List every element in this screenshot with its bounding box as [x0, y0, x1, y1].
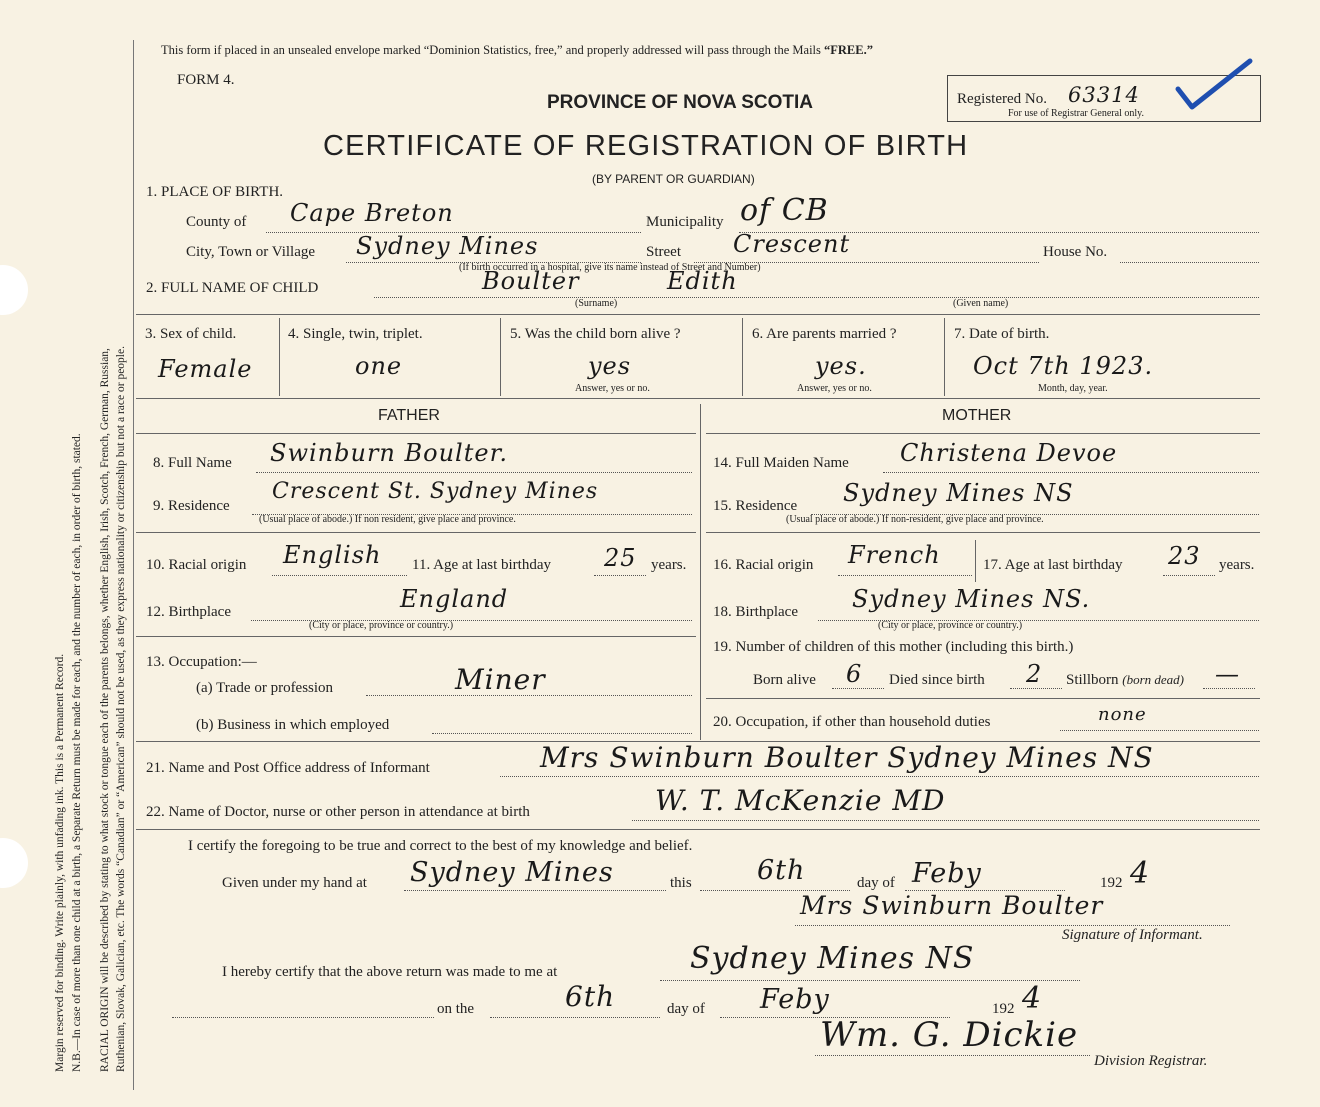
father-trade-value: Miner: [455, 663, 546, 696]
mother-birthplace-value: Sydney Mines NS.: [852, 585, 1091, 613]
died-since-birth-value: 2: [1026, 660, 1043, 688]
informant-label: 21. Name and Post Office address of Informant: [146, 760, 430, 776]
house-number-label: House No.: [1043, 244, 1108, 260]
stillborn-line: [1203, 688, 1255, 689]
registrar-signature-line: [815, 1055, 1090, 1056]
registrar-year-suffix: 4: [1022, 981, 1043, 1016]
parents-married-label: 6. Are parents married ?: [752, 326, 897, 342]
mother-name-value: Christena Devoe: [900, 439, 1118, 467]
child-name-label: 2. FULL NAME OF CHILD: [146, 280, 319, 296]
mother-occupation-value: none: [1098, 704, 1147, 725]
province-heading: PROVINCE OF NOVA SCOTIA: [547, 92, 814, 113]
mother-residence-note: (Usual place of abode.) If non-resident, give place and province.: [786, 514, 1044, 525]
born-alive-value: yes: [588, 352, 632, 380]
informant-signature: Mrs Swinburn Boulter: [800, 891, 1104, 920]
stillborn-label: Stillborn (born dead): [1066, 672, 1185, 688]
mother-children-label: 19. Number of children of this mother (including this birth.): [713, 639, 1074, 655]
mother-heading: MOTHER: [942, 407, 1012, 424]
registrar-month-value: Feby: [760, 984, 830, 1015]
father-racial-value: English: [283, 541, 382, 569]
informant-signature-label: Signature of Informant.: [1062, 927, 1203, 943]
given-name-note: (Given name): [953, 298, 1009, 309]
mother-birthplace-label: 18. Birthplace: [713, 604, 798, 620]
stillborn-value: —: [1215, 660, 1240, 688]
mother-rule-a: [706, 532, 1260, 533]
mother-birthplace-note: (City or place, province or country.): [878, 620, 1023, 631]
city-value: Sydney Mines: [356, 232, 539, 260]
mother-age-line: [1163, 575, 1215, 576]
parents-divider: [700, 404, 701, 740]
given-day-value: 6th: [757, 855, 806, 886]
hospital-note: (If birth occurred in a hospital, give its name instead of Street and Number): [459, 262, 761, 273]
father-trade-label: (a) Trade or profession: [196, 680, 334, 696]
informant-bottom-rule: [136, 829, 1260, 830]
given-year-suffix: 4: [1130, 856, 1151, 891]
form-number: FORM 4.: [177, 72, 235, 88]
father-rule-a: [136, 532, 696, 533]
father-heading: FATHER: [378, 407, 440, 424]
born-alive-count-label: Born alive: [753, 672, 816, 688]
child-name-line: [374, 297, 1259, 298]
parents-married-note: Answer, yes or no.: [797, 383, 872, 394]
registrar-day-of-label: day of: [667, 1001, 705, 1017]
check-mark-icon: [1172, 55, 1262, 125]
father-name-label: 8. Full Name: [153, 455, 232, 471]
registrar-lead-line: [172, 1017, 434, 1018]
father-business-label: (b) Business in which employed: [196, 717, 390, 733]
born-alive-note: Answer, yes or no.: [575, 383, 650, 394]
father-name-value: Swinburn Boulter.: [270, 439, 509, 467]
died-since-birth-line: [1010, 688, 1062, 689]
mother-racial-line: [838, 575, 972, 576]
mother-racial-divider: [975, 540, 976, 582]
informant-value: Mrs Swinburn Boulter Sydney Mines NS: [540, 741, 1154, 774]
mother-racial-label: 16. Racial origin: [713, 557, 814, 573]
registered-number: 63314: [1068, 83, 1140, 107]
city-label: City, Town or Village: [186, 244, 316, 260]
father-racial-label: 10. Racial origin: [146, 557, 247, 573]
doctor-label: 22. Name of Doctor, nurse or other person in attendance at birth: [146, 804, 530, 820]
county-value: Cape Breton: [290, 199, 454, 227]
father-age-value: 25: [604, 544, 637, 572]
margin-note-binding: Margin reserved for binding. Write plainly, with unfading ink. This is a Permanent Record.: [54, 653, 66, 1072]
date-of-birth-note: Month, day, year.: [1038, 383, 1108, 394]
born-alive-count-line: [832, 688, 884, 689]
father-birthplace-label: 12. Birthplace: [146, 604, 231, 620]
mother-name-label: 14. Full Maiden Name: [713, 455, 849, 471]
father-racial-line: [272, 575, 407, 576]
rule-row3-bottom: [136, 398, 1260, 399]
mother-residence-label: 15. Residence: [713, 498, 798, 514]
father-age-line: [594, 575, 646, 576]
place-of-birth-label: 1. PLACE OF BIRTH.: [146, 184, 284, 200]
father-heading-rule: [136, 433, 696, 434]
given-place-value: Sydney Mines: [410, 857, 614, 888]
mother-rule-b: [706, 698, 1260, 699]
informant-signature-line: [795, 925, 1230, 926]
doctor-value: W. T. McKenzie MD: [655, 784, 946, 817]
municipality-value: of CB: [740, 193, 829, 228]
father-business-line: [432, 733, 692, 734]
given-place-line: [404, 890, 666, 891]
registered-note: For use of Registrar General only.: [1008, 108, 1144, 119]
postal-note: This form if placed in an unsealed envelope marked “Dominion Statistics, free,” and properly addressed will pass through the Mails “FREE.”: [161, 43, 873, 57]
registrar-signature: Wm. G. Dickie: [820, 1015, 1079, 1055]
county-label: County of: [186, 214, 247, 230]
margin-note-multiple-births: N.B.—In case of more than one child at a birth, a Separate Return must be made for each, and the number of each, in order of birth, stated.: [71, 433, 83, 1072]
municipality-label: Municipality: [646, 214, 724, 230]
doctor-line: [632, 820, 1259, 821]
mother-age-years: years.: [1219, 557, 1255, 573]
father-residence-value: Crescent St. Sydney Mines: [272, 479, 599, 504]
street-label: Street: [646, 244, 681, 260]
rule-row3-top: [136, 314, 1260, 315]
registrar-day-value: 6th: [565, 980, 616, 1013]
margin-note-nationality: Ruthenian, Slovak, Galician, etc. The words “Canadian” or “American” should not be used, as they express nationality or citizenship but not a race or people.: [115, 346, 127, 1072]
father-birthplace-value: England: [400, 585, 509, 613]
registrar-place-line: [660, 980, 1080, 981]
street-value: Crescent: [733, 230, 851, 258]
certificate-title: CERTIFICATE OF REGISTRATION OF BIRTH: [323, 130, 969, 162]
certify-statement: I certify the foregoing to be true and correct to the best of my knowledge and belief.: [188, 838, 693, 854]
registered-label: Registered No.: [957, 91, 1047, 107]
house-number-line: [1120, 262, 1259, 263]
divider-6-7: [944, 318, 945, 396]
registrar-on-the-label: on the: [437, 1001, 475, 1017]
parents-married-value: yes.: [815, 352, 867, 380]
given-day-of-label: day of: [857, 875, 895, 891]
date-of-birth-value: Oct 7th 1923.: [973, 352, 1154, 380]
margin-note-racial-origin: RACIAL ORIGIN will be described by stating to what stock or tongue each of the parents belongs, whether English, Irish, Scotch, French, German, Russian,: [99, 348, 111, 1072]
margin-rule: [133, 40, 134, 1090]
father-age-years: years.: [651, 557, 687, 573]
father-age-label: 11. Age at last birthday: [412, 557, 551, 573]
registrar-return-label: I hereby certify that the above return was made to me at: [222, 964, 558, 980]
father-occupation-label: 13. Occupation:—: [146, 654, 257, 670]
binding-hole-bottom: [0, 838, 28, 888]
given-year-prefix: 192: [1100, 875, 1123, 891]
born-alive-count-value: 6: [846, 660, 863, 688]
sex-value: Female: [158, 355, 253, 383]
registrar-year-prefix: 192: [992, 1001, 1015, 1017]
mother-occupation-line: [1060, 730, 1259, 731]
division-registrar-label: Division Registrar.: [1094, 1053, 1208, 1069]
child-given-name-value: Edith: [667, 267, 738, 295]
mother-occupation-label: 20. Occupation, if other than household duties: [713, 714, 991, 730]
multiple-birth-label: 4. Single, twin, triplet.: [288, 326, 423, 342]
father-residence-label: 9. Residence: [153, 498, 230, 514]
mother-age-label: 17. Age at last birthday: [983, 557, 1123, 573]
mother-age-value: 23: [1168, 542, 1201, 570]
divider-3-4: [279, 318, 280, 396]
informant-line: [500, 776, 1259, 777]
father-residence-note: (Usual place of abode.) If non resident, give place and province.: [259, 514, 516, 525]
date-of-birth-label: 7. Date of birth.: [954, 326, 1050, 342]
died-since-birth-label: Died since birth: [889, 672, 985, 688]
certificate-subtitle: (BY PARENT OR GUARDIAN): [592, 172, 755, 186]
child-surname-value: Boulter: [482, 267, 580, 295]
divider-5-6: [742, 318, 743, 396]
father-rule-b: [136, 636, 696, 637]
sex-label: 3. Sex of child.: [145, 326, 237, 342]
father-birthplace-note: (City or place, province or country.): [309, 620, 454, 631]
divider-4-5: [500, 318, 501, 396]
registrar-place-value: Sydney Mines NS: [690, 941, 975, 976]
multiple-birth-value: one: [355, 352, 403, 380]
born-alive-label: 5. Was the child born alive ?: [510, 326, 681, 342]
binding-hole-top: [0, 265, 28, 315]
registrar-day-line: [490, 1017, 660, 1018]
father-name-line: [256, 472, 692, 473]
mother-heading-rule: [706, 433, 1260, 434]
given-this-label: this: [670, 875, 692, 891]
mother-residence-value: Sydney Mines NS: [843, 479, 1074, 507]
given-month-value: Feby: [912, 858, 982, 889]
mother-name-line: [883, 472, 1259, 473]
given-under-hand-label: Given under my hand at: [222, 875, 367, 891]
mother-racial-value: French: [848, 541, 941, 569]
surname-note: (Surname): [575, 298, 618, 309]
